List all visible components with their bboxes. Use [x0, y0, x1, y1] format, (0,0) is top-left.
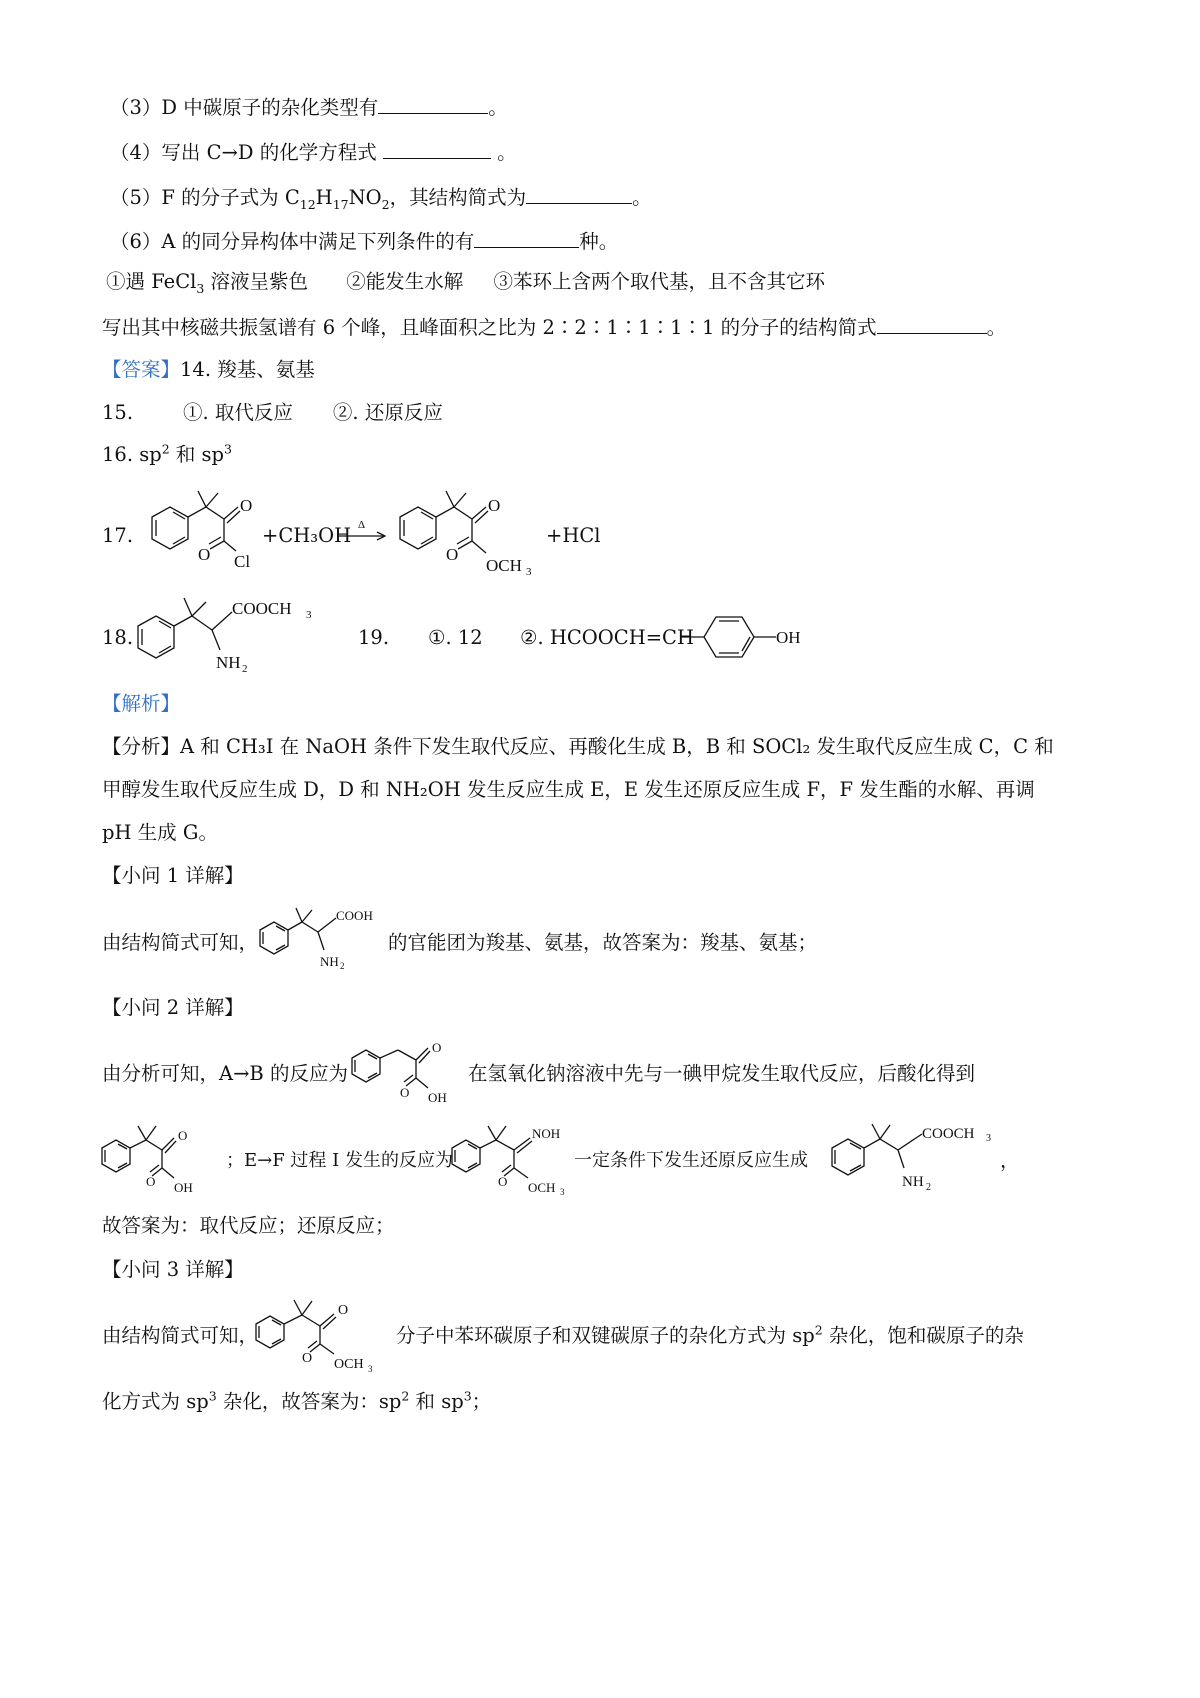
svg-text:OH: OH — [174, 1180, 193, 1195]
molecule-oxime-ester — [448, 1118, 578, 1198]
question-3: （3）D 中碳原子的杂化类型有 。 — [110, 93, 508, 122]
molecule-keto-acid — [346, 1034, 466, 1114]
sub-question-2-title: 【小问 2 详解】 — [102, 996, 244, 1019]
sub-3-text-post: 分子中苯环碳原子和双键碳原子的杂化方式为 $sp^2$ 杂化，饱和碳原子的杂 — [396, 1322, 1024, 1347]
svg-text:3: 3 — [986, 1133, 991, 1144]
label-oxime: NOH — [532, 1126, 561, 1141]
question-5: （5）F 的分子式为 $C_{12}H_{17}NO_2$，其结构简式为 。 — [110, 183, 652, 212]
molecule-amino-ester — [128, 590, 328, 680]
answer-blank — [526, 183, 632, 204]
svg-text:2: 2 — [340, 961, 345, 971]
sub-2-text-pre: 由分析可知，A→B 的反应为 — [102, 1062, 348, 1085]
molecule-amino-ester-small — [826, 1116, 1006, 1196]
sub-2-comma: ， — [1000, 1149, 1020, 1172]
svg-text:3: 3 — [368, 1364, 373, 1374]
answer-blank — [877, 313, 987, 334]
svg-text:OCH: OCH — [528, 1180, 556, 1195]
answer-19-number: 19. — [358, 626, 390, 649]
sub-1-text-pre: 由结构简式可知， — [102, 931, 259, 954]
answer-19-formula: ②. HCOOCH=CH — [520, 626, 694, 649]
svg-text:2: 2 — [242, 663, 248, 675]
molecule-methyl-ester — [390, 485, 550, 585]
svg-text:O: O — [178, 1128, 188, 1143]
molecule-acyl-chloride — [130, 485, 260, 580]
svg-text:O: O — [302, 1351, 313, 1366]
answer-17-number: 17. — [102, 524, 134, 547]
analysis-line-3: pH 生成 G。 — [102, 821, 218, 844]
sub-question-1-title: 【小问 1 详解】 — [102, 864, 244, 887]
reaction-arrow — [338, 512, 390, 546]
product-hcl: +HCl — [546, 524, 601, 547]
svg-text:O: O — [146, 1174, 156, 1189]
sub-2-text-post: 在氢氧化钠溶液中先与一碘甲烷发生取代反应，后酸化得到 — [468, 1062, 976, 1085]
analysis-line-1: 【分析】A 和 CH₃I 在 NaOH 条件下发生取代反应、再酸化生成 B，B 和 SOCl₂ 发生取代反应生成 C，C 和 — [102, 735, 1054, 758]
label-chlorine: Cl — [234, 552, 251, 571]
svg-text:3: 3 — [306, 609, 312, 621]
question-4: （4）写出 C→D 的化学方程式 。 — [110, 138, 517, 167]
svg-text:COOCH: COOCH — [922, 1126, 975, 1142]
svg-text:3: 3 — [560, 1187, 565, 1197]
svg-text:O: O — [432, 1040, 442, 1055]
question-6: （6）A 的同分异构体中满足下列条件的有 种。 — [110, 227, 618, 256]
sub-1-text-post: 的官能团为羧基、氨基，故答案为：羧基、氨基； — [388, 931, 818, 954]
svg-text:NH: NH — [320, 954, 339, 969]
svg-text:3: 3 — [526, 566, 532, 578]
label-oxygen: O — [198, 545, 211, 564]
sub-3-text-pre: 由结构简式可知， — [102, 1324, 259, 1347]
molecule-para-phenol — [680, 606, 820, 666]
svg-text:O: O — [446, 545, 459, 564]
label-methoxy: OCH — [486, 556, 522, 575]
nmr-question: 写出其中核磁共振氢谱有 6 个峰，且峰面积之比为 2∶2∶1∶1∶1∶1 的分子的结构简式 。 — [102, 313, 1006, 342]
svg-text:O: O — [498, 1174, 508, 1189]
svg-text:O: O — [400, 1085, 410, 1100]
answer-tag: 【答案】 — [102, 358, 181, 381]
sub-question-3-title: 【小问 3 详解】 — [102, 1258, 244, 1281]
answer-18-number: 18. — [102, 626, 134, 649]
svg-text:NH: NH — [902, 1174, 924, 1190]
answer-19-count: ①. 12 — [428, 626, 483, 649]
sub-2-text-mid: ；E→F 过程 I 发生的反应为 — [226, 1150, 453, 1171]
sub-3-answer: 化方式为 $sp^3$ 杂化，故答案为：$sp^2$ 和 $sp^3$； — [102, 1388, 492, 1413]
answer-blank — [378, 93, 488, 114]
svg-text:O: O — [488, 496, 501, 515]
molecule-keto-ester — [250, 1292, 390, 1377]
answer-blank — [474, 227, 579, 248]
label-amino: NH — [216, 653, 241, 672]
svg-text:2: 2 — [926, 1182, 931, 1193]
answer-16: 16. $sp^2$ 和 $sp^3$ — [102, 441, 232, 466]
molecule-amino-acid — [254, 904, 394, 974]
conditions: ①遇 FeCl$_3$ 溶液呈紫色 ②能发生水解 ③苯环上含两个取代基，且不含其它环 — [106, 270, 825, 296]
heat-symbol: Δ — [358, 519, 366, 531]
label-ester: COOCH — [232, 599, 292, 618]
svg-text:OH: OH — [428, 1090, 447, 1105]
label-carboxyl: COOH — [336, 908, 373, 923]
analysis-line-2: 甲醇发生取代反应生成 D，D 和 NH₂OH 发生反应生成 E，E 发生还原反应生成 F，F 发生酯的水解、再调 — [102, 778, 1035, 801]
reagent-methanol: +CH₃OH — [262, 524, 352, 547]
label-oxygen: O — [240, 496, 253, 515]
label-hydroxyl: OH — [776, 628, 801, 647]
answer-blank — [383, 138, 491, 159]
answer-15: 15. ①. 取代反应 ②. 还原反应 — [102, 401, 443, 424]
svg-text:O: O — [338, 1303, 349, 1318]
sub-2-text-mid2: 一定条件下发生还原反应生成 — [574, 1150, 808, 1171]
answer-14: 【答案】14. 羧基、氨基 — [102, 358, 315, 381]
analysis-tag: 【解析】 — [102, 692, 181, 715]
sub-2-answer: 故答案为：取代反应；还原反应； — [102, 1214, 395, 1237]
svg-text:OCH: OCH — [334, 1357, 364, 1372]
molecule-dimethyl-keto-acid — [98, 1118, 228, 1198]
